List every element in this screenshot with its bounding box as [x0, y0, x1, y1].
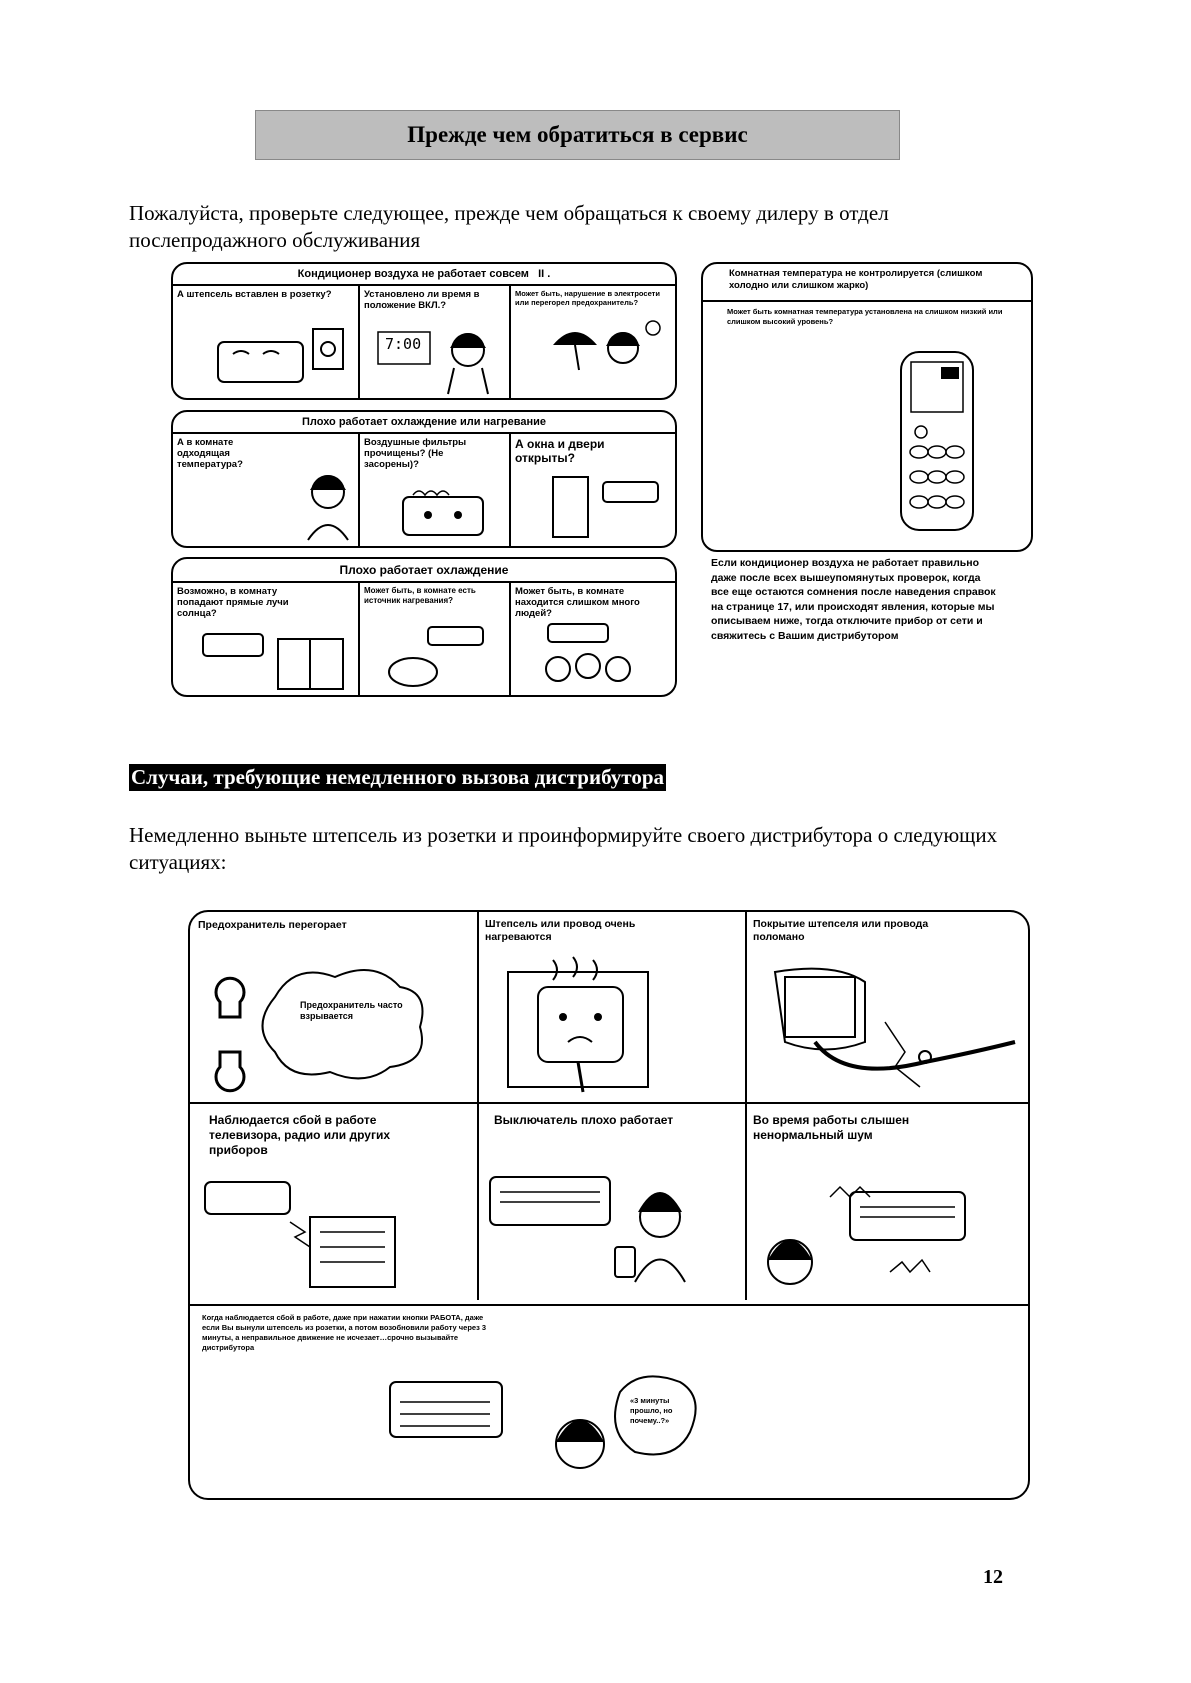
panel1-header: Кондиционер воздуха не работает совсем [297, 268, 529, 280]
cell-abnormal-noise: Во время работы слышен ненормальный шум [753, 1113, 910, 1142]
remote-control-illustration [901, 352, 976, 532]
panel3-cell-crowd: Может быть, в комнате находится слишком много людей? [515, 586, 640, 619]
hot-plug-illustration [508, 952, 688, 1097]
switch-fault-illustration [490, 1162, 740, 1297]
open-window-illustration [553, 472, 663, 542]
intro-paragraph: Пожалуйста, проверьте следующее, прежде чем обращаться к своему дилеру в отдел послепродажного обслуживания [129, 201, 889, 252]
panel2-header: Плохо работает охлаждение или нагревание [173, 412, 675, 434]
panel3-cell-sunlight: Возможно, в комнату попадают прямые лучи солнца? [177, 586, 289, 619]
cell-plug-hot: Штепсель или провод очень нагреваются [485, 918, 636, 943]
panel2-cell-windows: А окна и двери открыты? [515, 437, 605, 465]
dirty-filter-illustration [393, 487, 503, 542]
fuse-illustration [200, 952, 470, 1092]
tv-interference-illustration [205, 1172, 475, 1292]
panel2-cell-filters: Воздушные фильтры прочищены? (Не засорены)? [364, 437, 467, 470]
panel1-cell-fuse: Может быть, нарушение в электросети или перегорел предохранитель? [515, 289, 660, 307]
panel3-cell-heat-source: Может быть, в комнате есть источник нагревания? [364, 586, 476, 605]
contact-distributor-note: Если кондиционер воздуха не работает правильно даже после всех вышеупомянутых проверок, когда все еще остаются сомнения после наведения справок на странице 17, или происходят явления, которые мы описываем ниже, тогда отключите прибор от сети и свяжитесь с Вашим дистрибутором [711, 557, 996, 642]
broken-cable-illustration [775, 952, 1015, 1097]
cell-interference: Наблюдается сбой в работе телевизора, радио или других приборов [209, 1113, 390, 1157]
umbrella-girl-illustration [553, 320, 663, 395]
panel-right-text: Может быть комнатная температура установлена на слишком низкий или слишком высокий уровень? [727, 307, 1003, 326]
section2-intro: Немедленно выньте штепсель из розетки и проинформируйте своего дистрибутора о следующих ситуациях: [129, 823, 998, 874]
emergency-grid [188, 910, 1030, 1500]
panel-no-operation [171, 262, 677, 400]
panel-poor-cooling-heating [171, 410, 677, 548]
panel-right-header: Комнатная температура не контролируется (слишком холодно или слишком жарко) [703, 264, 1031, 302]
cell-fuse-blows: Предохранитель перегорает [198, 919, 347, 931]
girl-illustration [298, 470, 358, 545]
three-minutes-speech-bubble: «3 минуты прошло, но почему..?» [630, 1396, 673, 1425]
heater-illustration [373, 627, 493, 692]
panel1-cell-plug: А штепсель вставлен в розетку? [177, 289, 332, 300]
abnormal-noise-illustration [750, 1162, 1010, 1297]
cell-switch-fault: Выключатель плохо работает [494, 1113, 674, 1127]
timer-display: 7:00 [385, 335, 422, 353]
panel1-header-mark: II . [538, 268, 551, 280]
persistent-fault-illustration [390, 1372, 710, 1497]
crowd-illustration [528, 624, 668, 694]
panel-temperature-control [701, 262, 1033, 552]
panel1-cell-timer: Установлено ли время в положение ВКЛ.? [364, 289, 480, 311]
panel3-header: Плохо работает охлаждение [173, 559, 675, 583]
persistent-fault-text: Когда наблюдается сбой в работе, даже при нажатии кнопки РАБОТА, даже если Вы вынули штепсель из розетки, а потом возобновили работу через 3 минуты, а неправильное движение не исчезает…срочно вызывайте дистрибутора [202, 1313, 487, 1352]
panel-poor-cooling [171, 557, 677, 697]
page-title: Прежде чем обратиться в сервис [255, 110, 900, 160]
page-number: 12 [983, 1566, 1003, 1588]
cell-cover-broken: Покрытие штепселя или провода поломано [753, 918, 929, 943]
section2-title: Случаи, требующие немедленного вызова дистрибутора [131, 765, 664, 789]
panel2-cell-temperature: А в комнате одходящая температура? [177, 437, 243, 470]
sunlight-window-illustration [203, 629, 353, 694]
ac-unit-plug-illustration [218, 324, 358, 394]
fuse-speech-bubble: Предохранитель часто взрывается [300, 1000, 403, 1021]
